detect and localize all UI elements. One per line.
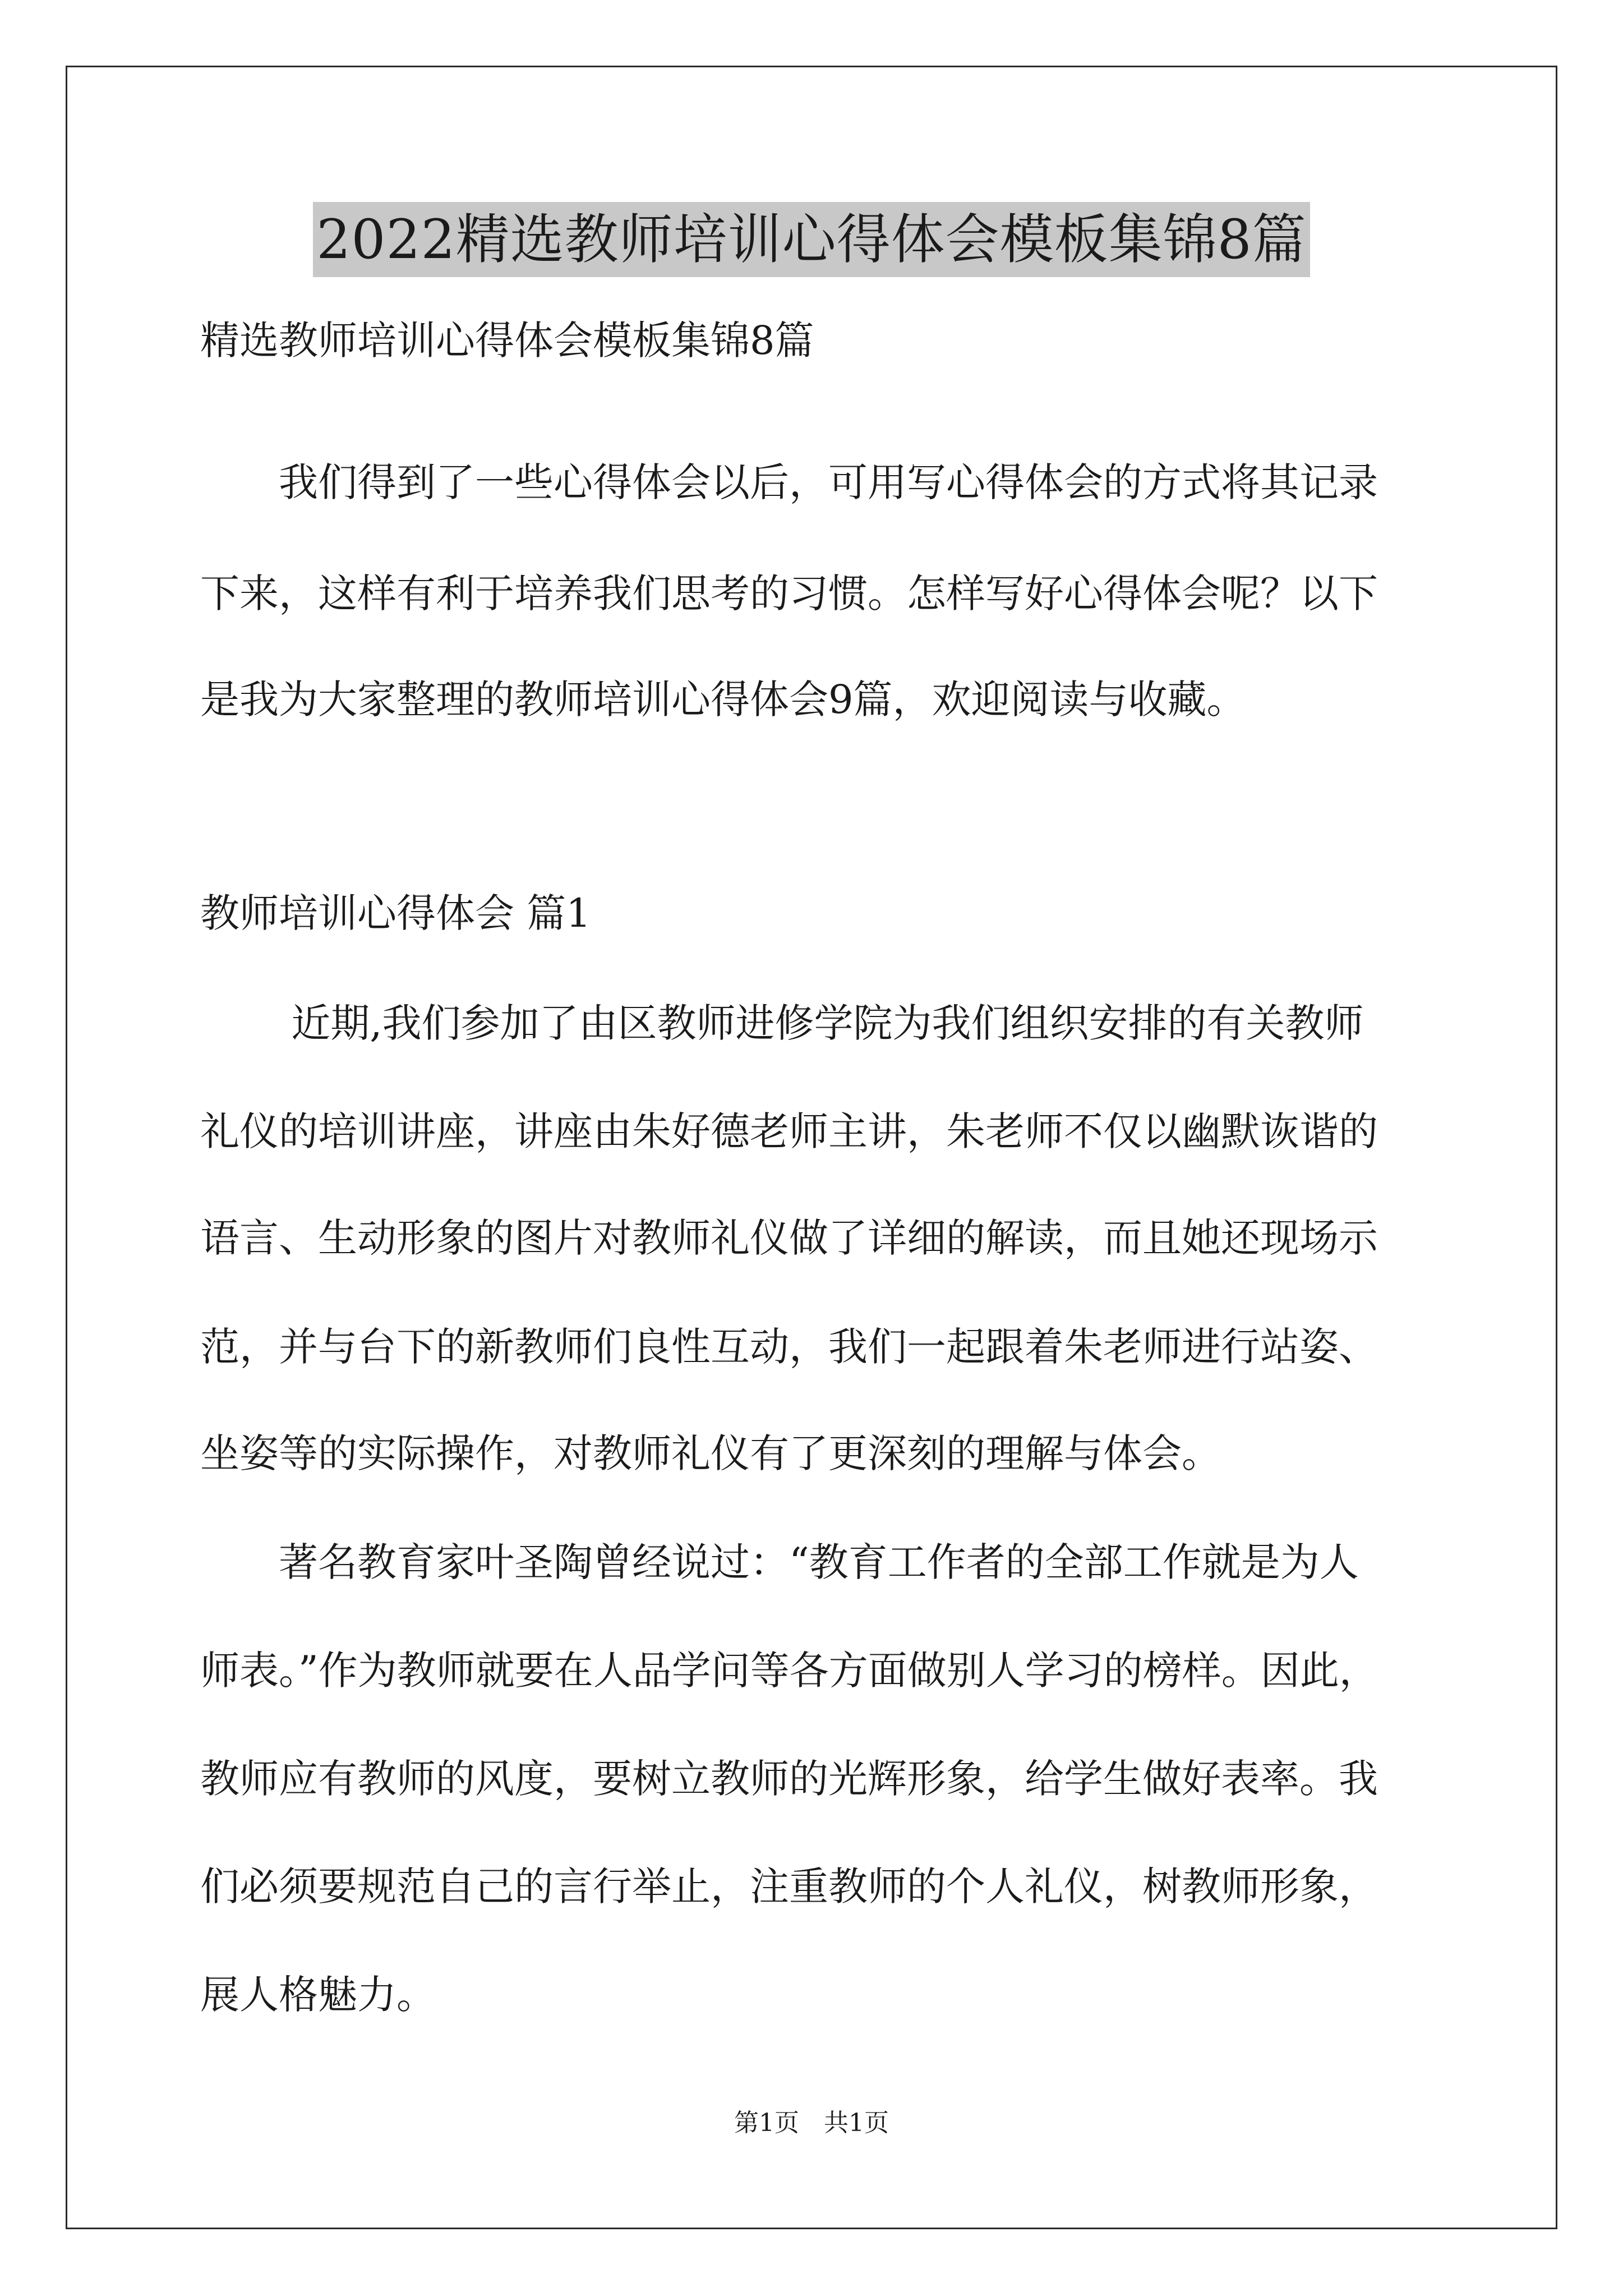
document-title: 2022精选教师培训心得体会模板集锦8篇 [313,202,1310,277]
paragraph-line: 坐姿等的实际操作，对教师礼仪有了更深刻的理解与体会。 [200,1430,1221,1476]
paragraph-line: 师表。”作为教师就要在人品学问等各方面做别人学习的榜样。因此， [200,1648,1378,1694]
paragraph-line: 展人格魅力。 [200,1972,436,2018]
intro-line: 是我为大家整理的教师培训心得体会9篇，欢迎阅读与收藏。 [200,677,1246,723]
paragraph-line: 范，并与台下的新教师们良性互动，我们一起跟着朱老师进行站姿、 [200,1324,1378,1370]
page-footer: 第1页 共1页 [734,2109,889,2137]
document-subtitle: 精选教师培训心得体会模板集锦8篇 [200,318,814,364]
paragraph-line: 近期,我们参加了由区教师进修学院为我们组织安排的有关教师 [200,1000,1364,1046]
paragraph-line: 礼仪的培训讲座，讲座由朱好德老师主讲，朱老师不仅以幽默诙谐的 [200,1108,1378,1154]
paragraph-line: 著名教育家叶圣陶曾经说过：“教育工作者的全部工作就是为人 [200,1539,1359,1585]
paragraph-line: 语言、生动形象的图片对教师礼仪做了详细的解读，而且她还现场示 [200,1215,1378,1261]
intro-line: 我们得到了一些心得体会以后，可用写心得体会的方式将其记录 [200,459,1378,505]
paragraph-line: 教师应有教师的风度，要树立教师的光辉形象，给学生做好表率。我 [200,1756,1378,1802]
paragraph-line: 们必须要规范自己的言行举止，注重教师的个人礼仪，树教师形象， [200,1864,1378,1910]
section-heading: 教师培训心得体会 篇1 [200,890,591,936]
intro-line: 下来，这样有利于培养我们思考的习惯。怎样写好心得体会呢？以下 [200,570,1378,616]
title-wrap [0,202,1623,277]
